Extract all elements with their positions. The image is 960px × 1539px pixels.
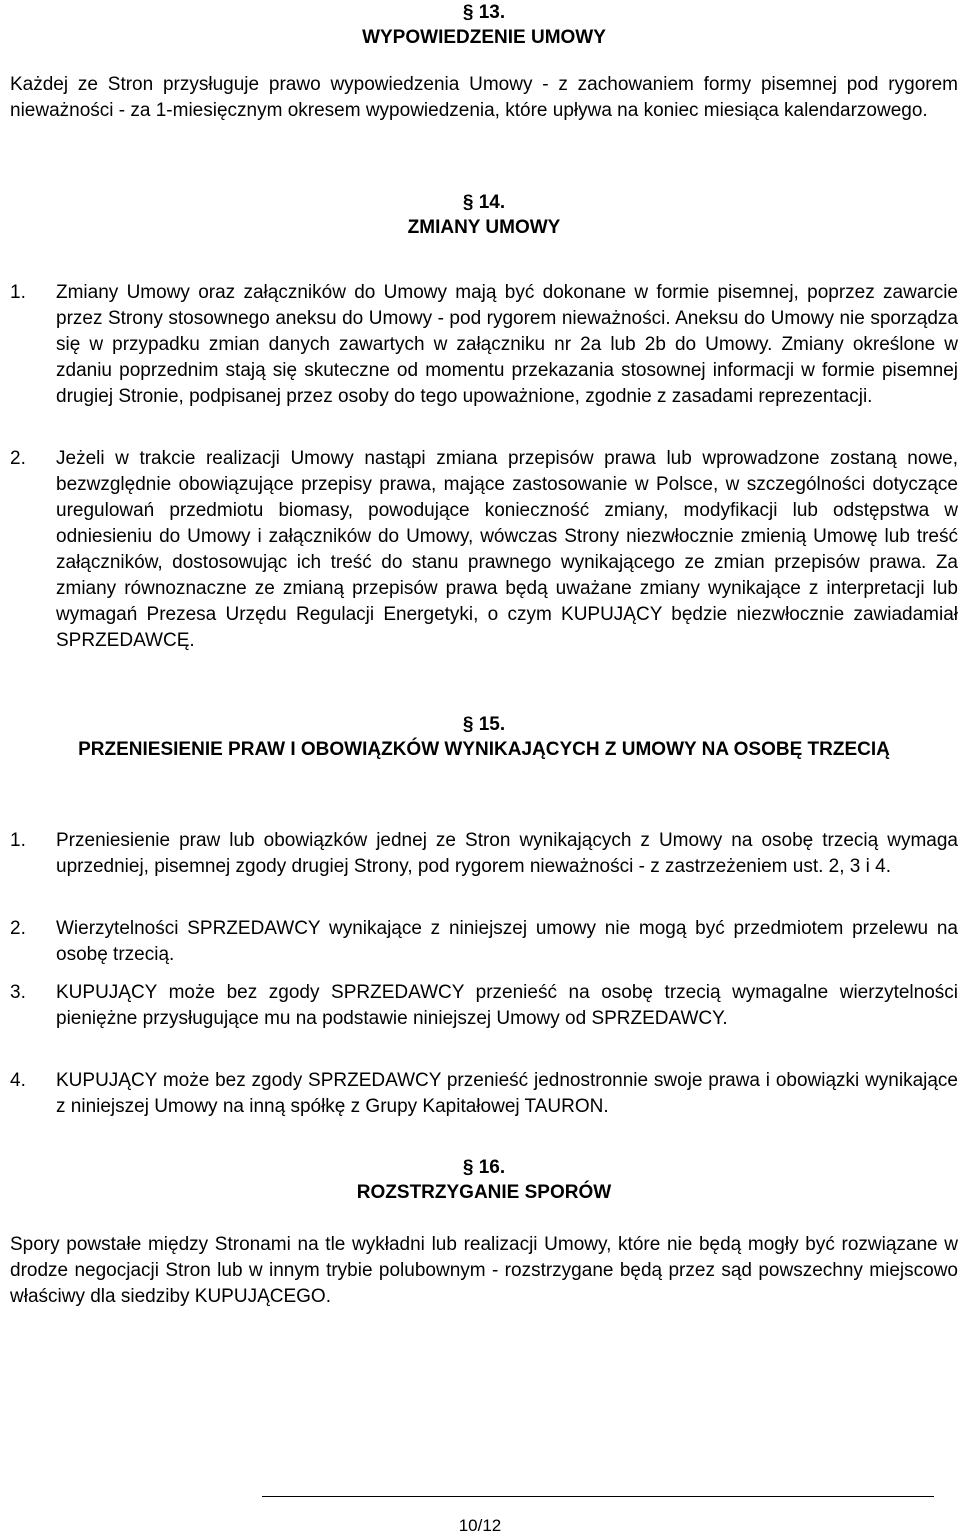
item-number: 2. <box>10 448 26 469</box>
section-title: PRZENIESIENIE PRAW I OBOWIĄZKÓW WYNIKAJĄCYCH Z UMOWY NA OSOBĘ TRZECIĄ <box>78 739 890 760</box>
section-13-text: Każdej ze Stron przysługuje prawo wypowiedzenia Umowy - z zachowaniem formy pisemnej pod rygorem nieważności - za 1-miesięcznym okresem wypowiedzenia, które upływa na koniec miesiąca kalendarzowego. <box>10 74 958 121</box>
section-15-heading <box>10 712 958 762</box>
page-number: 10/12 <box>458 1516 502 1535</box>
section-title: WYPOWIEDZENIE UMOWY <box>362 27 606 48</box>
item-text: Wierzytelności SPRZEDAWCY wynikające z niniejszej umowy nie mogą być przedmiotem przelewu na osobę trzecią. <box>56 918 958 965</box>
section-14-item-2 <box>10 446 958 654</box>
footer-rule <box>262 1496 934 1497</box>
section-title: ROZSTRZYGANIE SPORÓW <box>356 1182 612 1203</box>
section-14-heading <box>10 190 958 240</box>
item-number: 1. <box>10 830 26 851</box>
item-text: Zmiany Umowy oraz załączników do Umowy mają być dokonane w formie pisemnej, poprzez zawarcie przez Strony stosownego aneksu do Umowy - pod rygorem nieważności. Aneksu do Umowy nie sporządza się w przypadku zmian danych zawartych w załączniku nr 2a lub 2b do Umowy. Zmiany określone w zdaniu poprzednim stają się skuteczne od momentu przekazania stosownej informacji w formie pisemnej drugiej Stronie, podpisanej przez osoby do tego upoważnione, zgodnie z zasadami reprezentacji. <box>56 282 958 407</box>
section-15-item-3 <box>10 980 958 1032</box>
section-13-heading <box>10 0 958 50</box>
item-text: KUPUJĄCY może bez zgody SPRZEDAWCY przenieść na osobę trzecią wymagalne wierzytelności pieniężne przysługujące mu na podstawie niniejszej Umowy od SPRZEDAWCY. <box>56 982 958 1029</box>
section-number: § 13. <box>462 2 506 23</box>
section-15-item-4 <box>10 1068 958 1120</box>
item-text: Jeżeli w trakcie realizacji Umowy nastąpi zmiana przepisów prawa lub wprowadzone zostaną nowe, bezwzględnie obowiązujące przepisy prawa, mające zastosowanie w Polsce, w szczególności dotyczące uregulowań przedmiotu biomasy, powodujące konieczność zmiany, modyfikacji lub odstępstwa w odniesieniu do Umowy i załączników do Umowy, wówczas Strony niezwłocznie zmienią Umowę lub treść załączników, dostosowując ich treść do stanu prawnego wynikającego ze zmian przepisów prawa. Za zmiany równoznaczne ze zmianą przepisów prawa będą uważane zmiany wynikające z interpretacji lub wymagań Prezesa Urzędu Regulacji Energetyki, o czym KUPUJĄCY będzie niezwłocznie zawiadamiał SPRZEDAWCĘ. <box>56 448 958 651</box>
section-16-text: Spory powstałe między Stronami na tle wykładni lub realizacji Umowy, które nie będą mogły być rozwiązane w drodze negocjacji Stron lub w innym trybie polubownym - rozstrzygane będą przez sąd powszechny miejscowo właściwy dla siedziby KUPUJĄCEGO. <box>10 1234 958 1307</box>
item-text: Przeniesienie praw lub obowiązków jednej ze Stron wynikających z Umowy na osobę trzecią wymaga uprzedniej, pisemnej zgody drugiej Strony, pod rygorem nieważności - z zastrzeżeniem ust. 2, 3 i 4. <box>56 830 958 877</box>
item-number: 1. <box>10 282 26 303</box>
section-number: § 15. <box>462 714 506 735</box>
section-15-item-1 <box>10 828 958 880</box>
item-number: 2. <box>10 918 26 939</box>
item-number: 4. <box>10 1070 26 1091</box>
section-14-item-1 <box>10 280 958 410</box>
section-number: § 16. <box>462 1157 506 1178</box>
section-title: ZMIANY UMOWY <box>407 217 561 238</box>
section-16-heading <box>10 1155 958 1205</box>
section-number: § 14. <box>462 192 506 213</box>
section-15-item-2 <box>10 916 958 968</box>
item-number: 3. <box>10 982 26 1003</box>
item-text: KUPUJĄCY może bez zgody SPRZEDAWCY przenieść jednostronnie swoje prawa i obowiązki wynikające z niniejszej Umowy na inną spółkę z Grupy Kapitałowej TAURON. <box>56 1070 958 1117</box>
document-page <box>10 0 958 1535</box>
